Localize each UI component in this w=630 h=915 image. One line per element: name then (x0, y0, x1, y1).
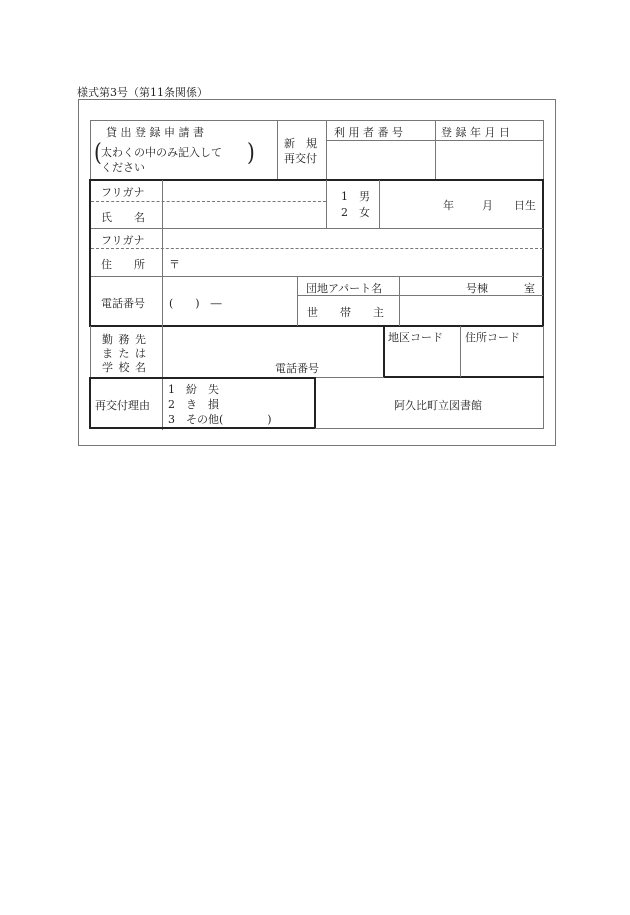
instruction-line1: 太わくの中のみ記入して (101, 146, 222, 159)
postal-mark: 〒 (169, 258, 180, 271)
user-number-field[interactable] (327, 141, 434, 179)
divider (326, 180, 327, 228)
furigana-label: フリガナ (101, 186, 145, 199)
divider (297, 276, 298, 326)
registration-date-field[interactable] (436, 141, 543, 179)
instruction-line2: ください (101, 161, 145, 174)
householder-label: 世 帯 主 (307, 306, 384, 319)
paren-open: ( (94, 137, 102, 167)
paren-close: ) (247, 137, 255, 167)
divider (315, 428, 544, 429)
workplace-label-1: 勤 務 先 (102, 333, 147, 346)
room-label: 室 (524, 282, 535, 295)
reason-damaged-option[interactable]: 2 き 損 (168, 398, 219, 411)
name-label: 氏 名 (101, 211, 145, 224)
sex-male-option[interactable]: 1 男 (341, 190, 370, 203)
address-field[interactable] (180, 250, 542, 275)
workplace-phone-label: 電話番号 (275, 362, 319, 375)
library-name: 阿久比町立図書館 (394, 399, 482, 412)
user-number-label: 利 用 者 番 号 (334, 126, 403, 139)
district-code-label: 地区コード (388, 331, 443, 344)
apartment-name-label: 団地アパート名 (306, 282, 383, 295)
divider (91, 248, 543, 249)
workplace-label-3: 学 校 名 (102, 361, 147, 374)
phone-label: 電話番号 (101, 297, 145, 310)
sex-female-option[interactable]: 2 女 (341, 206, 370, 219)
divider (277, 120, 278, 180)
address-label: 住 所 (101, 258, 145, 271)
divider (91, 228, 543, 229)
reissue-reason-label: 再交付理由 (95, 399, 150, 412)
name-field[interactable] (163, 181, 325, 227)
building-no-label: 号棟 (466, 282, 488, 295)
divider (379, 180, 380, 228)
birth-month-label: 月 (482, 199, 493, 212)
address-code-label: 住所コード (465, 331, 520, 344)
birth-year-label: 年 (443, 199, 454, 212)
registration-date-label: 登 録 年 月 日 (441, 126, 510, 139)
phone-field[interactable]: ( ) ― (169, 297, 222, 310)
new-label: 新 規 (284, 137, 317, 150)
reason-lost-option[interactable]: 1 紛 失 (168, 383, 219, 396)
form-title: 貸 出 登 録 申 請 書 (106, 126, 204, 139)
reissue-label: 再交付 (284, 152, 317, 165)
furigana-address-label: フリガナ (101, 234, 145, 247)
workplace-label-2: ま た は (102, 347, 147, 360)
divider (460, 326, 461, 377)
reason-other-option[interactable]: 3 その他( ) (168, 413, 272, 426)
form-number: 様式第3号（第11条関係） (77, 86, 208, 99)
householder-field[interactable] (400, 296, 542, 325)
birth-day-label: 日生 (514, 199, 536, 212)
divider (91, 276, 543, 277)
